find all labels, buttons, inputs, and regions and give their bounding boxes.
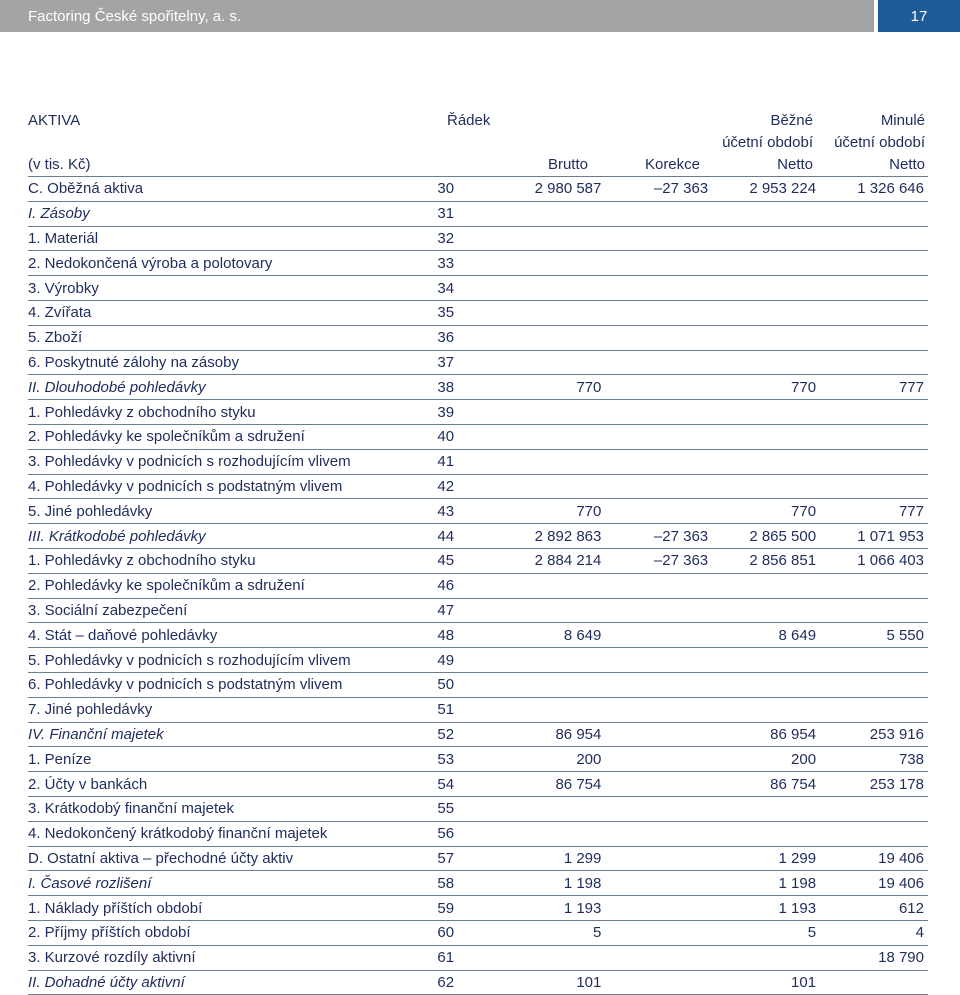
korekce-value — [601, 623, 708, 648]
netto-value — [708, 300, 816, 325]
table-row — [28, 573, 928, 598]
row-label: 2. Účty v bankách — [28, 772, 437, 797]
brutto-value: 2 884 214 — [512, 548, 602, 573]
netto-value — [708, 648, 816, 673]
row-number: 39 — [437, 400, 511, 425]
korekce-value — [601, 573, 708, 598]
row-column-header: Řádek — [447, 112, 491, 129]
prior-netto-value — [816, 449, 928, 474]
brutto-value — [512, 251, 602, 276]
row-number: 50 — [437, 672, 511, 697]
brutto-value: 2 980 587 — [512, 177, 602, 201]
row-number: 44 — [437, 524, 511, 549]
row-number: 30 — [437, 177, 511, 201]
prior-netto-value — [816, 598, 928, 623]
netto-value — [708, 796, 816, 821]
brutto-value: 1 193 — [512, 896, 602, 921]
netto-value — [708, 945, 816, 970]
table-row — [28, 350, 928, 375]
korekce-value — [601, 226, 708, 251]
table-row — [28, 375, 928, 400]
table-row — [28, 821, 928, 846]
table-row — [28, 747, 928, 772]
row-number: 41 — [437, 449, 511, 474]
table-row — [28, 424, 928, 449]
brutto-header: Brutto — [547, 156, 588, 173]
table-row — [28, 449, 928, 474]
netto-value: 2 856 851 — [708, 548, 816, 573]
prior-netto-value — [816, 350, 928, 375]
row-label: I. Zásoby — [28, 201, 437, 226]
row-label: II. Dlouhodobé pohledávky — [28, 375, 437, 400]
row-label: 2. Pohledávky ke společníkům a sdružení — [28, 573, 437, 598]
netto-value: 86 754 — [708, 772, 816, 797]
korekce-value — [601, 400, 708, 425]
table-row — [28, 796, 928, 821]
table-row — [28, 871, 928, 896]
netto-header: Netto — [777, 156, 813, 173]
brutto-value: 86 954 — [512, 722, 602, 747]
korekce-value — [601, 201, 708, 226]
row-label: 3. Kurzové rozdíly aktivní — [28, 945, 437, 970]
brutto-value — [512, 449, 602, 474]
netto-value — [708, 449, 816, 474]
row-label: 1. Peníze — [28, 747, 437, 772]
brutto-value — [512, 424, 602, 449]
prior-netto-value — [816, 697, 928, 722]
current-period-header-2: účetní období — [722, 134, 813, 151]
prior-netto-value: 1 066 403 — [816, 548, 928, 573]
netto-prior-header: Netto — [889, 156, 925, 173]
table-row — [28, 896, 928, 921]
company-name: Factoring České spořitelny, a. s. — [28, 7, 242, 25]
header-bar — [0, 0, 874, 32]
row-number: 42 — [437, 474, 511, 499]
row-number: 34 — [437, 276, 511, 301]
prior-netto-value — [816, 201, 928, 226]
row-label: 3. Výrobky — [28, 276, 437, 301]
netto-value — [708, 474, 816, 499]
korekce-header: Korekce — [644, 156, 700, 173]
netto-value: 2 953 224 — [708, 177, 816, 201]
brutto-value — [512, 672, 602, 697]
table-row — [28, 300, 928, 325]
prior-netto-value: 253 178 — [816, 772, 928, 797]
brutto-value — [512, 350, 602, 375]
brutto-value — [512, 300, 602, 325]
brutto-value: 86 754 — [512, 772, 602, 797]
korekce-value — [601, 449, 708, 474]
row-label: 6. Pohledávky v podnicích s podstatným vlivem — [28, 672, 437, 697]
netto-value — [708, 201, 816, 226]
table-row — [28, 598, 928, 623]
netto-value — [708, 350, 816, 375]
netto-value — [708, 400, 816, 425]
row-label: 1. Náklady příštích období — [28, 896, 437, 921]
row-label: 3. Krátkodobý finanční majetek — [28, 796, 437, 821]
korekce-value — [601, 300, 708, 325]
netto-value: 1 193 — [708, 896, 816, 921]
netto-value: 8 649 — [708, 623, 816, 648]
korekce-value — [601, 499, 708, 524]
prior-netto-value — [816, 276, 928, 301]
row-number: 38 — [437, 375, 511, 400]
brutto-value — [512, 474, 602, 499]
row-label: I. Časové rozlišení — [28, 871, 437, 896]
row-number: 52 — [437, 722, 511, 747]
korekce-value — [601, 871, 708, 896]
row-number: 40 — [437, 424, 511, 449]
brutto-value — [512, 276, 602, 301]
prior-netto-value: 19 406 — [816, 871, 928, 896]
korekce-value — [601, 772, 708, 797]
table-row — [28, 846, 928, 871]
korekce-value: –27 363 — [601, 548, 708, 573]
row-number: 37 — [437, 350, 511, 375]
korekce-value — [601, 648, 708, 673]
table-row — [28, 920, 928, 945]
brutto-value — [512, 945, 602, 970]
netto-value — [708, 598, 816, 623]
prior-netto-value — [816, 325, 928, 350]
row-label: IV. Finanční majetek — [28, 722, 437, 747]
prior-netto-value: 18 790 — [816, 945, 928, 970]
row-label: III. Krátkodobé pohledávky — [28, 524, 437, 549]
row-number: 57 — [437, 846, 511, 871]
netto-value: 200 — [708, 747, 816, 772]
korekce-value — [601, 325, 708, 350]
assets-table — [28, 177, 928, 995]
row-label: 1. Pohledávky z obchodního styku — [28, 400, 437, 425]
table-row — [28, 400, 928, 425]
row-label: 3. Pohledávky v podnicích s rozhodujícím vlivem — [28, 449, 437, 474]
brutto-value — [512, 648, 602, 673]
korekce-value — [601, 598, 708, 623]
korekce-value — [601, 796, 708, 821]
brutto-value — [512, 400, 602, 425]
brutto-value — [512, 201, 602, 226]
prior-netto-value: 777 — [816, 375, 928, 400]
row-number: 32 — [437, 226, 511, 251]
row-number: 43 — [437, 499, 511, 524]
netto-value — [708, 697, 816, 722]
netto-value — [708, 424, 816, 449]
row-number: 31 — [437, 201, 511, 226]
korekce-value — [601, 846, 708, 871]
netto-value: 770 — [708, 499, 816, 524]
netto-value: 1 198 — [708, 871, 816, 896]
row-label: 1. Materiál — [28, 226, 437, 251]
prior-netto-value — [816, 300, 928, 325]
row-number: 53 — [437, 747, 511, 772]
korekce-value: –27 363 — [601, 177, 708, 201]
row-number: 46 — [437, 573, 511, 598]
korekce-value: –27 363 — [601, 524, 708, 549]
korekce-value — [601, 821, 708, 846]
prior-netto-value: 738 — [816, 747, 928, 772]
table-row — [28, 548, 928, 573]
row-label: D. Ostatní aktiva – přechodné účty aktiv — [28, 846, 437, 871]
prior-netto-value: 253 916 — [816, 722, 928, 747]
netto-value — [708, 226, 816, 251]
brutto-value — [512, 697, 602, 722]
korekce-value — [601, 424, 708, 449]
brutto-value: 770 — [512, 499, 602, 524]
prior-netto-value — [816, 970, 928, 995]
row-number: 62 — [437, 970, 511, 995]
row-number: 47 — [437, 598, 511, 623]
row-number: 58 — [437, 871, 511, 896]
korekce-value — [601, 697, 708, 722]
korekce-value — [601, 474, 708, 499]
korekce-value — [601, 747, 708, 772]
row-label: 4. Pohledávky v podnicích s podstatným vlivem — [28, 474, 437, 499]
row-label: 5. Zboží — [28, 325, 437, 350]
row-label: II. Dohadné účty aktivní — [28, 970, 437, 995]
prior-netto-value: 19 406 — [816, 846, 928, 871]
row-number: 54 — [437, 772, 511, 797]
row-number: 49 — [437, 648, 511, 673]
row-label: 1. Pohledávky z obchodního styku — [28, 548, 437, 573]
korekce-value — [601, 970, 708, 995]
row-label: 3. Sociální zabezpečení — [28, 598, 437, 623]
netto-value — [708, 821, 816, 846]
row-label: 6. Poskytnuté zálohy na zásoby — [28, 350, 437, 375]
row-label: 2. Nedokončená výroba a polotovary — [28, 251, 437, 276]
row-number: 55 — [437, 796, 511, 821]
prior-period-header-2: účetní období — [834, 134, 925, 151]
korekce-value — [601, 276, 708, 301]
korekce-value — [601, 251, 708, 276]
row-number: 36 — [437, 325, 511, 350]
prior-netto-value: 777 — [816, 499, 928, 524]
table-row — [28, 325, 928, 350]
row-label: 4. Zvířata — [28, 300, 437, 325]
row-number: 48 — [437, 623, 511, 648]
prior-netto-value — [816, 226, 928, 251]
row-number: 60 — [437, 920, 511, 945]
row-label: 4. Nedokončený krátkodobý finanční majetek — [28, 821, 437, 846]
prior-netto-value: 612 — [816, 896, 928, 921]
table-row — [28, 772, 928, 797]
korekce-value — [601, 375, 708, 400]
brutto-value — [512, 325, 602, 350]
row-number: 33 — [437, 251, 511, 276]
table-title: AKTIVA — [28, 112, 81, 129]
row-number: 56 — [437, 821, 511, 846]
table-row — [28, 672, 928, 697]
prior-netto-value: 5 550 — [816, 623, 928, 648]
table-row — [28, 201, 928, 226]
prior-netto-value — [816, 821, 928, 846]
row-number: 35 — [437, 300, 511, 325]
table-row — [28, 474, 928, 499]
table-row — [28, 648, 928, 673]
prior-period-header-1: Minulé — [880, 112, 925, 129]
netto-value — [708, 276, 816, 301]
current-period-header-1: Běžné — [770, 112, 813, 129]
korekce-value — [601, 945, 708, 970]
korekce-value — [601, 920, 708, 945]
table-row — [28, 970, 928, 995]
page-number: 17 — [910, 7, 928, 25]
netto-value: 101 — [708, 970, 816, 995]
table-row — [28, 276, 928, 301]
row-number: 61 — [437, 945, 511, 970]
row-label: 5. Pohledávky v podnicích s rozhodujícím vlivem — [28, 648, 437, 673]
brutto-value: 770 — [512, 375, 602, 400]
units-label: (v tis. Kč) — [28, 156, 91, 173]
table-row — [28, 226, 928, 251]
netto-value: 770 — [708, 375, 816, 400]
table-row — [28, 697, 928, 722]
netto-value — [708, 672, 816, 697]
brutto-value — [512, 573, 602, 598]
table-row — [28, 945, 928, 970]
prior-netto-value — [816, 251, 928, 276]
prior-netto-value — [816, 424, 928, 449]
prior-netto-value: 1 071 953 — [816, 524, 928, 549]
brutto-value: 2 892 863 — [512, 524, 602, 549]
prior-netto-value: 4 — [816, 920, 928, 945]
netto-value — [708, 573, 816, 598]
netto-value: 1 299 — [708, 846, 816, 871]
korekce-value — [601, 896, 708, 921]
row-label: 2. Příjmy příštích období — [28, 920, 437, 945]
brutto-value: 200 — [512, 747, 602, 772]
netto-value — [708, 251, 816, 276]
brutto-value: 101 — [512, 970, 602, 995]
table-row — [28, 722, 928, 747]
table-row — [28, 623, 928, 648]
brutto-value: 1 299 — [512, 846, 602, 871]
korekce-value — [601, 350, 708, 375]
row-label: 4. Stát – daňové pohledávky — [28, 623, 437, 648]
prior-netto-value — [816, 672, 928, 697]
brutto-value — [512, 796, 602, 821]
prior-netto-value — [816, 573, 928, 598]
table-row — [28, 251, 928, 276]
row-number: 51 — [437, 697, 511, 722]
prior-netto-value — [816, 796, 928, 821]
row-label: 2. Pohledávky ke společníkům a sdružení — [28, 424, 437, 449]
row-number: 59 — [437, 896, 511, 921]
table-row — [28, 177, 928, 201]
netto-value — [708, 325, 816, 350]
netto-value: 5 — [708, 920, 816, 945]
brutto-value — [512, 598, 602, 623]
brutto-value: 5 — [512, 920, 602, 945]
brutto-value: 1 198 — [512, 871, 602, 896]
row-label: 7. Jiné pohledávky — [28, 697, 437, 722]
prior-netto-value — [816, 400, 928, 425]
row-number: 45 — [437, 548, 511, 573]
row-label: C. Oběžná aktiva — [28, 177, 437, 201]
netto-value: 86 954 — [708, 722, 816, 747]
prior-netto-value — [816, 474, 928, 499]
table-row — [28, 499, 928, 524]
prior-netto-value — [816, 648, 928, 673]
brutto-value — [512, 821, 602, 846]
table-row — [28, 524, 928, 549]
row-label: 5. Jiné pohledávky — [28, 499, 437, 524]
korekce-value — [601, 722, 708, 747]
netto-value: 2 865 500 — [708, 524, 816, 549]
korekce-value — [601, 672, 708, 697]
brutto-value: 8 649 — [512, 623, 602, 648]
prior-netto-value: 1 326 646 — [816, 177, 928, 201]
page-number-box — [878, 0, 960, 32]
brutto-value — [512, 226, 602, 251]
